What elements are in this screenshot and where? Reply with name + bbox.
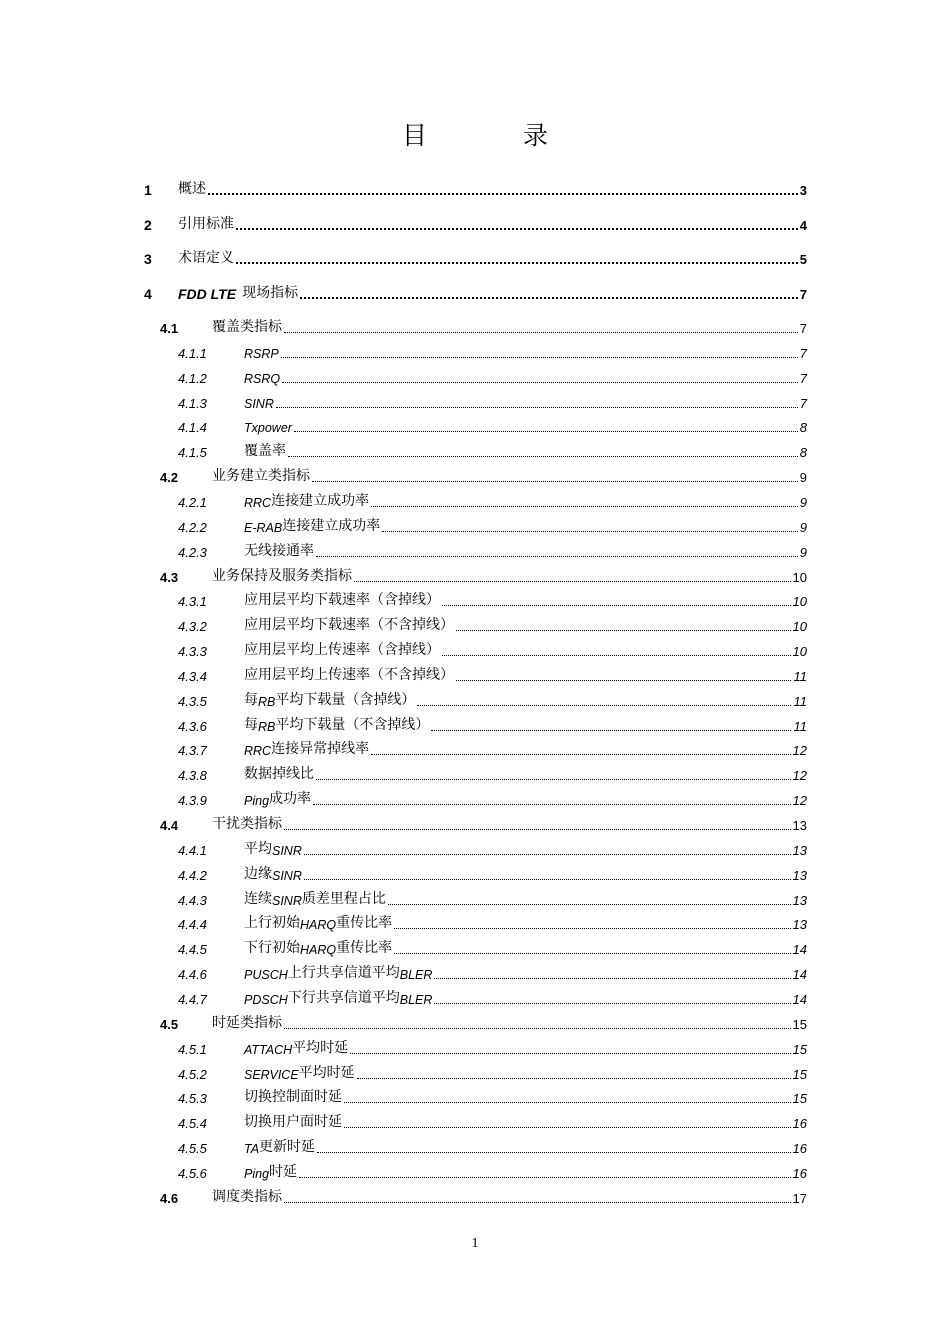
toc-entry-text: 无线接通率: [244, 542, 314, 559]
toc-entry[interactable]: [0, 912, 950, 934]
toc-dot-leader: [417, 705, 791, 706]
toc-dot-leader: [282, 382, 798, 383]
toc-entry-label: [244, 639, 440, 659]
toc-entry-term: SINR: [272, 868, 302, 883]
toc-entry-label: [244, 1136, 315, 1156]
toc-dot-leader: [344, 1102, 791, 1103]
toc-entry-number: 4.4.6: [178, 967, 207, 983]
toc-entry[interactable]: [0, 1062, 950, 1084]
toc-dot-leader: [442, 605, 791, 606]
toc-entry-label: [244, 589, 440, 609]
toc-entry-text: 重传比率: [336, 915, 393, 932]
toc-entry-page: 8: [799, 445, 807, 461]
toc-entry-label: [244, 397, 274, 411]
toc-entry-label: [212, 316, 282, 336]
toc-entry-text: 上行初始: [244, 915, 300, 932]
toc-dot-leader: [317, 1152, 791, 1153]
toc-entry-text: 连续: [244, 890, 272, 907]
page-title: 目 录: [402, 121, 592, 150]
toc-entry[interactable]: [0, 813, 950, 835]
toc-entry[interactable]: [0, 391, 950, 413]
toc-entry-label: [244, 490, 369, 510]
toc-entry[interactable]: [0, 213, 950, 235]
toc-entry-label: [178, 282, 298, 302]
toc-dot-leader: [434, 1003, 791, 1004]
toc-entry-page: 13: [792, 892, 807, 908]
toc-entry-label: [244, 962, 432, 982]
toc-entry-page: 11: [793, 668, 807, 684]
toc-dot-leader: [394, 953, 791, 954]
toc-entry[interactable]: [0, 589, 950, 611]
toc-entry-label: [244, 1086, 342, 1106]
toc-entry-number: 4.3.5: [178, 693, 207, 709]
toc-entry[interactable]: [0, 465, 950, 487]
toc-entry-number: 4.1.2: [178, 370, 207, 386]
toc-entry-page: 11: [793, 718, 807, 734]
toc-entry-label: [244, 763, 314, 783]
toc-entry-page: 15: [792, 1041, 807, 1057]
toc-entry-term: BLER: [399, 992, 433, 1007]
toc-entry-label: [244, 515, 380, 535]
toc-entry-page: 12: [792, 793, 807, 809]
toc-entry[interactable]: [0, 763, 950, 785]
toc-entry-text: 重传比率: [336, 940, 393, 957]
toc-entry-number: 4.5.6: [178, 1165, 207, 1181]
toc-entry-page: 12: [792, 768, 807, 784]
toc-entry-number: 4.5.5: [178, 1141, 207, 1157]
toc-entry-term: HARQ: [300, 943, 337, 958]
toc-entry-text: 切换控制面时延: [244, 1089, 342, 1106]
toc-entry-text: 时延类指标: [212, 1014, 282, 1031]
toc-entry-text: 平均时延: [292, 1039, 349, 1056]
toc-entry-label: [244, 540, 314, 560]
toc-entry-label: [244, 440, 286, 460]
toc-entry-text: 连接异常掉线率: [271, 741, 370, 758]
toc-entry-label: [244, 714, 429, 734]
toc-entry-label: [244, 888, 386, 908]
toc-entry-page: 16: [792, 1165, 807, 1181]
toc-entry-number: 1: [144, 182, 152, 198]
toc-entry-page: 13: [792, 842, 807, 858]
toc-entry-page: 10: [792, 594, 807, 610]
toc-entry[interactable]: [0, 1012, 950, 1034]
toc-entry-label: [244, 614, 454, 634]
toc-dot-leader: [276, 407, 798, 408]
toc-entry-term: RRC: [244, 744, 272, 759]
toc-entry-term: SERVICE: [244, 1067, 299, 1082]
toc-entry-text: 下行初始: [244, 940, 300, 957]
toc-entry-number: 4.3.1: [178, 594, 207, 610]
toc-entry-number: 4.4.2: [178, 867, 207, 883]
toc-entry-number: 4.2.2: [178, 519, 207, 535]
toc-dot-leader: [371, 506, 798, 507]
toc-entry-number: 4.5.1: [178, 1041, 207, 1057]
toc-dot-leader: [316, 779, 791, 780]
toc-entry[interactable]: [0, 366, 950, 388]
toc-entry-page: 12: [792, 743, 807, 759]
toc-entry[interactable]: [0, 639, 950, 661]
toc-entry-text: 平均下载量（不含掉线）: [275, 716, 430, 733]
toc-entry-term: RB: [258, 694, 276, 709]
toc-entry[interactable]: [0, 178, 950, 200]
toc-entry-number: 4.5: [160, 1016, 179, 1032]
toc-entry[interactable]: [0, 1086, 950, 1108]
toc-entry-term: SINR: [272, 843, 302, 858]
toc-entry-number: 4.3.9: [178, 793, 207, 809]
toc-entry-number: 4.3: [160, 569, 179, 585]
toc-entry-label: [244, 664, 454, 684]
toc-entry-label: [212, 1012, 282, 1032]
toc-entry-term: Txpower: [244, 421, 292, 436]
toc-entry-number: 4.3.4: [178, 668, 207, 684]
toc-dot-leader: [300, 297, 798, 299]
toc-dot-leader: [313, 804, 791, 805]
toc-entry-label: [244, 421, 292, 435]
toc-dot-leader: [288, 456, 798, 457]
toc-entry-page: 7: [799, 345, 807, 361]
toc-entry-text: 现场指标: [242, 285, 299, 301]
toc-entry-term: RSRQ: [244, 371, 281, 386]
toc-entry-number: 2: [144, 217, 152, 233]
toc-entry-page: 9: [799, 519, 807, 535]
toc-entry-number: 4.5.4: [178, 1116, 207, 1132]
toc-entry[interactable]: [0, 515, 950, 537]
toc-entry-label: [244, 347, 279, 361]
toc-dot-leader: [284, 1028, 791, 1029]
toc-entry[interactable]: [0, 888, 950, 910]
page-number: 1: [471, 1236, 479, 1251]
toc-entry-number: 4.4.3: [178, 892, 207, 908]
toc-entry-page: 9: [799, 544, 807, 560]
toc-entry-label: [212, 465, 310, 485]
toc-entry-number: 3: [144, 251, 152, 267]
toc-entry-page: 14: [792, 991, 807, 1007]
toc-entry-number: 4.3.6: [178, 718, 207, 734]
toc-dot-leader: [208, 193, 798, 195]
toc-entry-term: BLER: [399, 968, 433, 983]
toc-entry[interactable]: [0, 838, 950, 860]
toc-entry-text: 平均时延: [298, 1064, 355, 1081]
toc-entry-label: [244, 738, 369, 758]
toc-dot-leader: [304, 879, 791, 880]
toc-entry-number: 4.1.1: [178, 345, 207, 361]
toc-entry-term: RB: [258, 719, 276, 734]
toc-entry-number: 4.1.4: [178, 420, 207, 436]
toc-entry[interactable]: [0, 440, 950, 462]
toc-entry-text: 切换用户面时延: [244, 1114, 342, 1131]
toc-entry-number: 4.3.3: [178, 644, 207, 660]
toc-entry-number: 4.2.3: [178, 544, 207, 560]
toc-entry-page: 7: [799, 395, 807, 411]
toc-entry-text: 概述: [178, 181, 206, 197]
toc-entry-label: [212, 1186, 282, 1206]
toc-entry-page: 5: [799, 252, 807, 267]
toc-entry-page: 13: [792, 917, 807, 933]
toc-entry-text: 连接建立成功率: [271, 492, 370, 509]
toc-dot-leader: [316, 556, 798, 557]
toc-dot-leader: [299, 1177, 791, 1178]
toc-entry-page: 10: [792, 644, 807, 660]
toc-entry-text: 质差里程占比: [301, 890, 386, 907]
toc-dot-leader: [394, 928, 791, 929]
toc-entry-page: 7: [799, 370, 807, 386]
toc-entry-text: 业务保持及服务类指标: [212, 567, 352, 584]
toc-entry-term: HARQ: [300, 918, 337, 933]
toc-entry-label: [212, 565, 352, 585]
toc-entry-page: 14: [792, 942, 807, 958]
toc-dot-leader: [284, 1202, 791, 1203]
toc-dot-leader: [357, 1078, 791, 1079]
toc-dot-leader: [350, 1053, 791, 1054]
toc-entry-page: 16: [792, 1141, 807, 1157]
toc-entry-number: 4.3.8: [178, 768, 207, 784]
toc-entry-number: 4.4.7: [178, 991, 207, 1007]
toc-entry-text: 术语定义: [178, 250, 234, 266]
toc-entry[interactable]: [0, 714, 950, 736]
toc-entry-text: 下行共享信道平均: [287, 989, 400, 1006]
toc-entry-text: 数据掉线比: [244, 766, 314, 783]
toc-dot-leader: [344, 1127, 791, 1128]
toc-dot-leader: [304, 854, 791, 855]
toc-entry[interactable]: [0, 247, 950, 269]
toc-entry[interactable]: [0, 987, 950, 1009]
toc-entry-page: 7: [799, 321, 807, 336]
toc-dot-leader: [434, 978, 791, 979]
toc-entry-label: [244, 937, 392, 957]
toc-entry[interactable]: [0, 415, 950, 437]
toc-dot-leader: [456, 630, 791, 631]
toc-entry-text: 每: [244, 716, 258, 733]
toc-entry-number: 4.1.3: [178, 395, 207, 411]
toc-entry-page: 3: [799, 183, 807, 198]
toc-entry-text: 连接建立成功率: [282, 517, 381, 534]
toc-entry-label: [178, 213, 234, 233]
toc-entry[interactable]: [0, 490, 950, 512]
toc-entry-label: [178, 178, 206, 198]
toc-entry-number: 4.3.2: [178, 619, 207, 635]
toc-entry-text: 成功率: [269, 791, 312, 808]
toc-entry-text: 时延: [269, 1163, 298, 1180]
toc-entry-text: 更新时延: [259, 1139, 316, 1156]
toc-entry[interactable]: [0, 664, 950, 686]
toc-entry[interactable]: [0, 282, 950, 304]
toc-entry[interactable]: [0, 1161, 950, 1183]
toc-entry-text: 应用层平均下载速率（不含掉线）: [244, 617, 454, 634]
toc-dot-leader: [294, 431, 798, 432]
toc-entry-label: [244, 912, 392, 932]
toc-entry-number: 4.1: [160, 321, 179, 336]
toc-entry-term: Ping: [244, 1166, 270, 1181]
toc-entry-number: 4.6: [160, 1190, 179, 1206]
toc-entry-text: 干扰类指标: [212, 816, 282, 832]
toc-entry-number: 4.3.7: [178, 743, 207, 759]
toc-entry-page: 15: [792, 1016, 807, 1032]
toc-entry-page: 15: [792, 1091, 807, 1107]
toc-entry[interactable]: [0, 341, 950, 363]
toc-entry-page: 11: [793, 693, 807, 709]
toc-entry-label: [244, 838, 302, 858]
toc-entry-term: PUSCH: [244, 968, 288, 983]
toc-entry-text: 应用层平均下载速率（含掉线）: [244, 592, 440, 609]
toc-entry-number: 4.5.3: [178, 1091, 207, 1107]
toc-entry-text: 引用标准: [178, 216, 234, 232]
toc-dot-leader: [431, 730, 791, 731]
toc-dot-leader: [442, 655, 791, 656]
toc-entry-text: 覆盖率: [244, 443, 286, 460]
toc-entry-text: 平均: [244, 840, 272, 857]
toc-entry-page: 9: [799, 470, 807, 486]
toc-entry-label: [244, 372, 280, 386]
toc-entry-term: ATTACH: [244, 1042, 293, 1057]
toc-entry-term: TA: [244, 1142, 260, 1157]
toc-entry-page: 10: [792, 569, 807, 585]
toc-entry-term: RSRP: [244, 346, 279, 361]
toc-entry-page: 10: [792, 619, 807, 635]
toc-entry-term: PDSCH: [244, 992, 288, 1007]
toc-entry-term: FDD LTE: [178, 286, 237, 302]
toc-entry-number: 4.4: [160, 818, 179, 833]
toc-entry[interactable]: [0, 738, 950, 760]
toc-dot-leader: [456, 680, 791, 681]
toc-entry-label: [244, 1062, 355, 1082]
toc-entry-page: 13: [792, 818, 807, 833]
toc-entry-number: 4.5.2: [178, 1066, 207, 1082]
toc-entry-number: 4.4.4: [178, 917, 207, 933]
toc-entry-number: 4.4.5: [178, 942, 207, 958]
toc-entry[interactable]: [0, 689, 950, 711]
toc-entry[interactable]: [0, 1111, 950, 1133]
toc-entry[interactable]: [0, 962, 950, 984]
toc-entry-page: 9: [799, 494, 807, 510]
toc-entry[interactable]: [0, 1037, 950, 1059]
toc-dot-leader: [284, 829, 791, 830]
toc-entry-text: 平均下载量（含掉线）: [275, 691, 416, 708]
toc-entry-text: 调度类指标: [212, 1188, 282, 1205]
toc-entry-term: SINR: [244, 396, 274, 411]
toc-entry-page: 14: [792, 967, 807, 983]
toc-entry-number: 4: [144, 286, 152, 302]
toc-entry-label: [178, 247, 234, 267]
toc-entry-text: 业务建立类指标: [212, 468, 310, 485]
toc-entry-page: 13: [792, 867, 807, 883]
toc-entry-term: SINR: [272, 893, 302, 908]
toc-dot-leader: [354, 581, 791, 582]
toc-entry[interactable]: [0, 1136, 950, 1158]
toc-entry-page: 7: [799, 287, 807, 302]
toc-dot-leader: [382, 531, 798, 532]
toc-entry-term: E-RAB: [244, 520, 283, 535]
toc-entry-label: [244, 1037, 348, 1057]
toc-entry-text: 应用层平均上传速率（含掉线）: [244, 642, 440, 659]
toc-dot-leader: [312, 481, 798, 482]
toc-dot-leader: [388, 904, 791, 905]
toc-entry[interactable]: [0, 540, 950, 562]
toc-entry-label: [244, 788, 311, 808]
toc-entry-number: 4.4.1: [178, 842, 207, 858]
toc-entry-text: 上行共享信道平均: [287, 965, 400, 982]
toc-entry[interactable]: [0, 937, 950, 959]
toc-entry-label: [244, 863, 302, 883]
toc-entry-label: [212, 813, 282, 833]
toc-entry-label: [244, 689, 415, 709]
toc-entry-number: 4.1.5: [178, 445, 207, 461]
toc-entry-page: 4: [799, 218, 807, 233]
toc-entry-page: 8: [799, 420, 807, 436]
toc-entry[interactable]: [0, 1186, 950, 1208]
toc-entry-label: [244, 1161, 297, 1181]
toc-entry-page: 15: [792, 1066, 807, 1082]
toc-entry-page: 16: [792, 1116, 807, 1132]
toc-entry[interactable]: [0, 565, 950, 587]
toc-entry-text: 应用层平均上传速率（不含掉线）: [244, 666, 454, 683]
toc-dot-leader: [371, 754, 791, 755]
toc-entry-text: 边缘: [244, 865, 272, 882]
toc-entry-text: 覆盖类指标: [212, 319, 282, 335]
toc-entry[interactable]: [0, 788, 950, 810]
toc-dot-leader: [281, 357, 798, 358]
toc-dot-leader: [236, 228, 798, 230]
toc-dot-leader: [284, 332, 798, 333]
toc-dot-leader: [236, 262, 798, 264]
toc-entry-number: 4.2: [160, 470, 179, 486]
toc-entry[interactable]: [0, 316, 950, 338]
toc-entry-page: 17: [792, 1190, 807, 1206]
toc-entry-text: 每: [244, 691, 258, 708]
toc-entry-label: [244, 987, 432, 1007]
toc-entry[interactable]: [0, 863, 950, 885]
toc-entry-label: [244, 1111, 342, 1131]
toc-entry-number: 4.2.1: [178, 494, 207, 510]
toc-entry[interactable]: [0, 614, 950, 636]
toc-entry-term: RRC: [244, 495, 272, 510]
toc-entry-term: Ping: [244, 794, 270, 809]
